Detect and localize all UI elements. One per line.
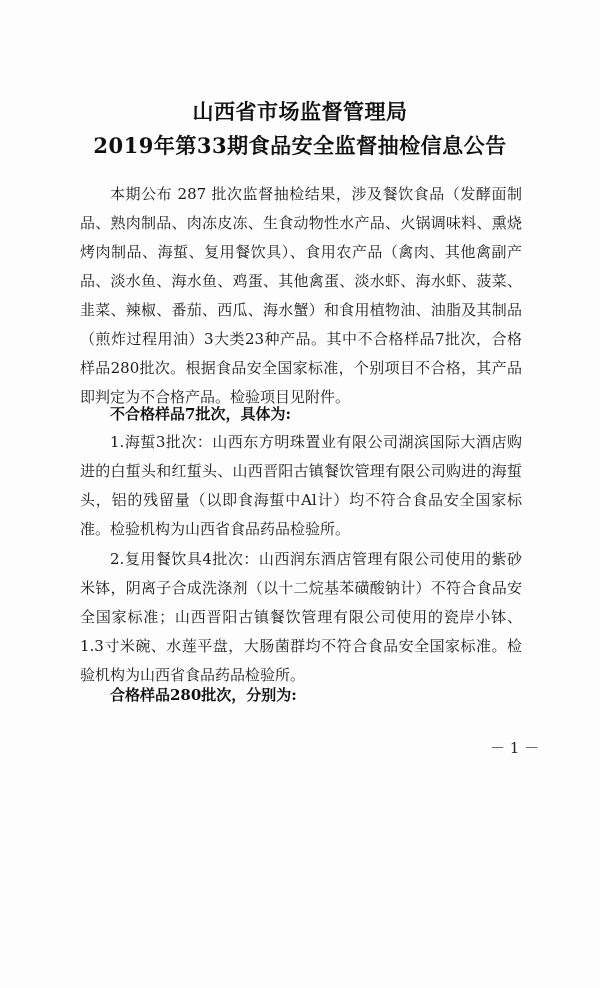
document-title-announcement: 2019年第33期食品安全监督抽检信息公告 bbox=[93, 133, 507, 158]
qualified-samples-heading: 合格样品280批次，分别为: bbox=[110, 686, 297, 704]
unqualified-item-tableware: 2.复用餐饮具4批次：山西润东酒店管理有限公司使用的紫砂米钵，阴离子合成洗涤剂（以十二烷基苯磺酸钠计）不符合食品安全国家标准；山西晋阳古镇餐饮管理有限公司使用的瓷岸小钵、1.3寸米碗、水莲平盘，大肠菌群均不符合食品安全国家标准。检验机构为山西省食品药品检验所。 bbox=[80, 550, 522, 684]
page-number: － 1 － bbox=[490, 739, 540, 757]
document-title-agency: 山西省市场监督管理局 bbox=[192, 99, 408, 124]
unqualified-item-jellyfish: 1.海蜇3批次：山西东方明珠置业有限公司湖滨国际大酒店购进的白蜇头和红蜇头、山西晋阳古镇餐饮管理有限公司购进的海蜇头，铝的残留量（以即食海蜇中Al计）均不符合食品安全国家标准。检验机构为山西省食品药品检验所。 bbox=[80, 433, 522, 538]
unqualified-samples-heading: 不合格样品7批次，具体为: bbox=[110, 405, 291, 423]
intro-paragraph: 本期公布 287 批次监督抽检结果，涉及餐饮食品（发酵面制品、熟肉制品、肉冻皮冻、生食动物性水产品、火锅调味料、熏烧烤肉制品、海蜇、复用餐饮具）、食用农产品（禽肉、其他禽副产品、淡水鱼、海水鱼、鸡蛋、其他禽蛋、淡水虾、海水虾、菠菜、韭菜、辣椒、番茄、西瓜、海水蟹）和食用植物油、油脂及其制品（煎炸过程用油）3大类23种产品。其中不合格样品7批次，合格样品280批次。根据食品安全国家标准，个别项目不合格，其产品即判定为不合格产品。检验项目见附件。 bbox=[80, 185, 522, 406]
